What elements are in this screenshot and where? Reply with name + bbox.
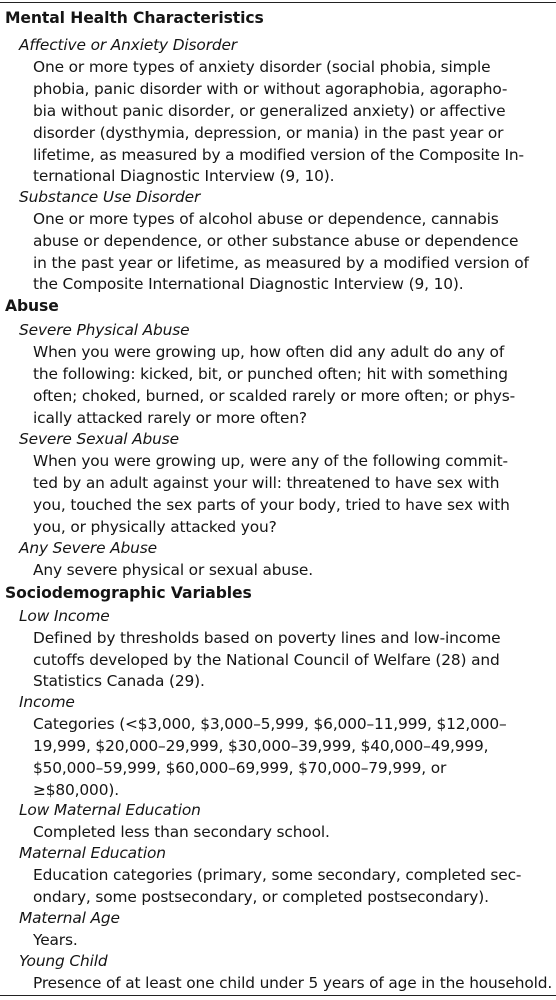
variable-description-line: the Composite International Diagnostic Interview (9, 10). [33,275,464,293]
variable-description-line: When you were growing up, how often did any adult do any of [33,343,505,361]
variable-description-line: the following: kicked, bit, or punched often; hit with something [33,365,508,383]
variable-description-line: Completed less than secondary school. [33,823,330,841]
variable-description-line: in the past year or lifetime, as measured by a modified version of [33,254,529,272]
variable-name: Low Income [19,607,110,625]
variable-name: Young Child [19,952,108,970]
variable-name: Affective or Anxiety Disorder [19,36,237,54]
variable-description-line: cutoffs developed by the National Council of Welfare (28) and [33,651,500,669]
variable-name: Severe Sexual Abuse [19,430,179,448]
variable-description-line: When you were growing up, were any of the following commit- [33,452,508,470]
variable-name: Substance Use Disorder [19,188,201,206]
variable-description-line: One or more types of anxiety disorder (social phobia, simple [33,58,491,76]
variable-name: Severe Physical Abuse [19,321,190,339]
variable-description-line: Defined by thresholds based on poverty lines and low-income [33,629,501,647]
bottom-rule [0,995,556,996]
variable-name: Maternal Education [19,844,166,862]
variable-name: Income [19,693,75,711]
variable-description-line: Presence of at least one child under 5 years of age in the household. [33,974,553,992]
variable-description-line: you, or physically attacked you? [33,518,277,536]
variable-description-line: ondary, some postsecondary, or completed postsecondary). [33,888,489,906]
variable-description-line: often; choked, burned, or scalded rarely or more often; or phys- [33,387,516,405]
variable-description-line: Statistics Canada (29). [33,672,205,690]
variable-description-line: 19,999, $20,000–29,999, $30,000–39,999, $40,000–49,999, [33,737,489,755]
top-rule [0,2,556,3]
variable-description-line: Years. [33,931,78,949]
section-heading: Mental Health Characteristics [5,9,264,27]
variable-description-line: lifetime, as measured by a modified version of the Composite In- [33,146,524,164]
variable-description-line: ted by an adult against your will: threatened to have sex with [33,474,500,492]
variable-description-line: bia without panic disorder, or generalized anxiety) or affective [33,102,506,120]
variable-description-line: ≥$80,000). [33,781,119,799]
variable-description-line: phobia, panic disorder with or without agoraphobia, agorapho- [33,80,508,98]
variable-description-line: Any severe physical or sexual abuse. [33,561,313,579]
variable-name: Low Maternal Education [19,801,201,819]
variable-description-line: One or more types of alcohol abuse or dependence, cannabis [33,210,499,228]
variable-description-line: ically attacked rarely or more often? [33,409,307,427]
variable-name: Any Severe Abuse [19,539,157,557]
variable-name: Maternal Age [19,909,120,927]
variable-description-line: Categories (<$3,000, $3,000–5,999, $6,000–11,999, $12,000– [33,715,507,733]
section-heading: Sociodemographic Variables [5,584,252,602]
variable-description-line: $50,000–59,999, $60,000–69,999, $70,000–79,999, or [33,759,447,777]
variable-description-line: you, touched the sex parts of your body, tried to have sex with [33,496,510,514]
variable-description-line: Education categories (primary, some secondary, completed sec- [33,866,522,884]
variable-description-line: abuse or dependence, or other substance abuse or dependence [33,232,519,250]
section-heading: Abuse [5,297,59,315]
variable-description-line: ternational Diagnostic Interview (9, 10). [33,167,335,185]
variable-description-line: disorder (dysthymia, depression, or mania) in the past year or [33,124,504,142]
